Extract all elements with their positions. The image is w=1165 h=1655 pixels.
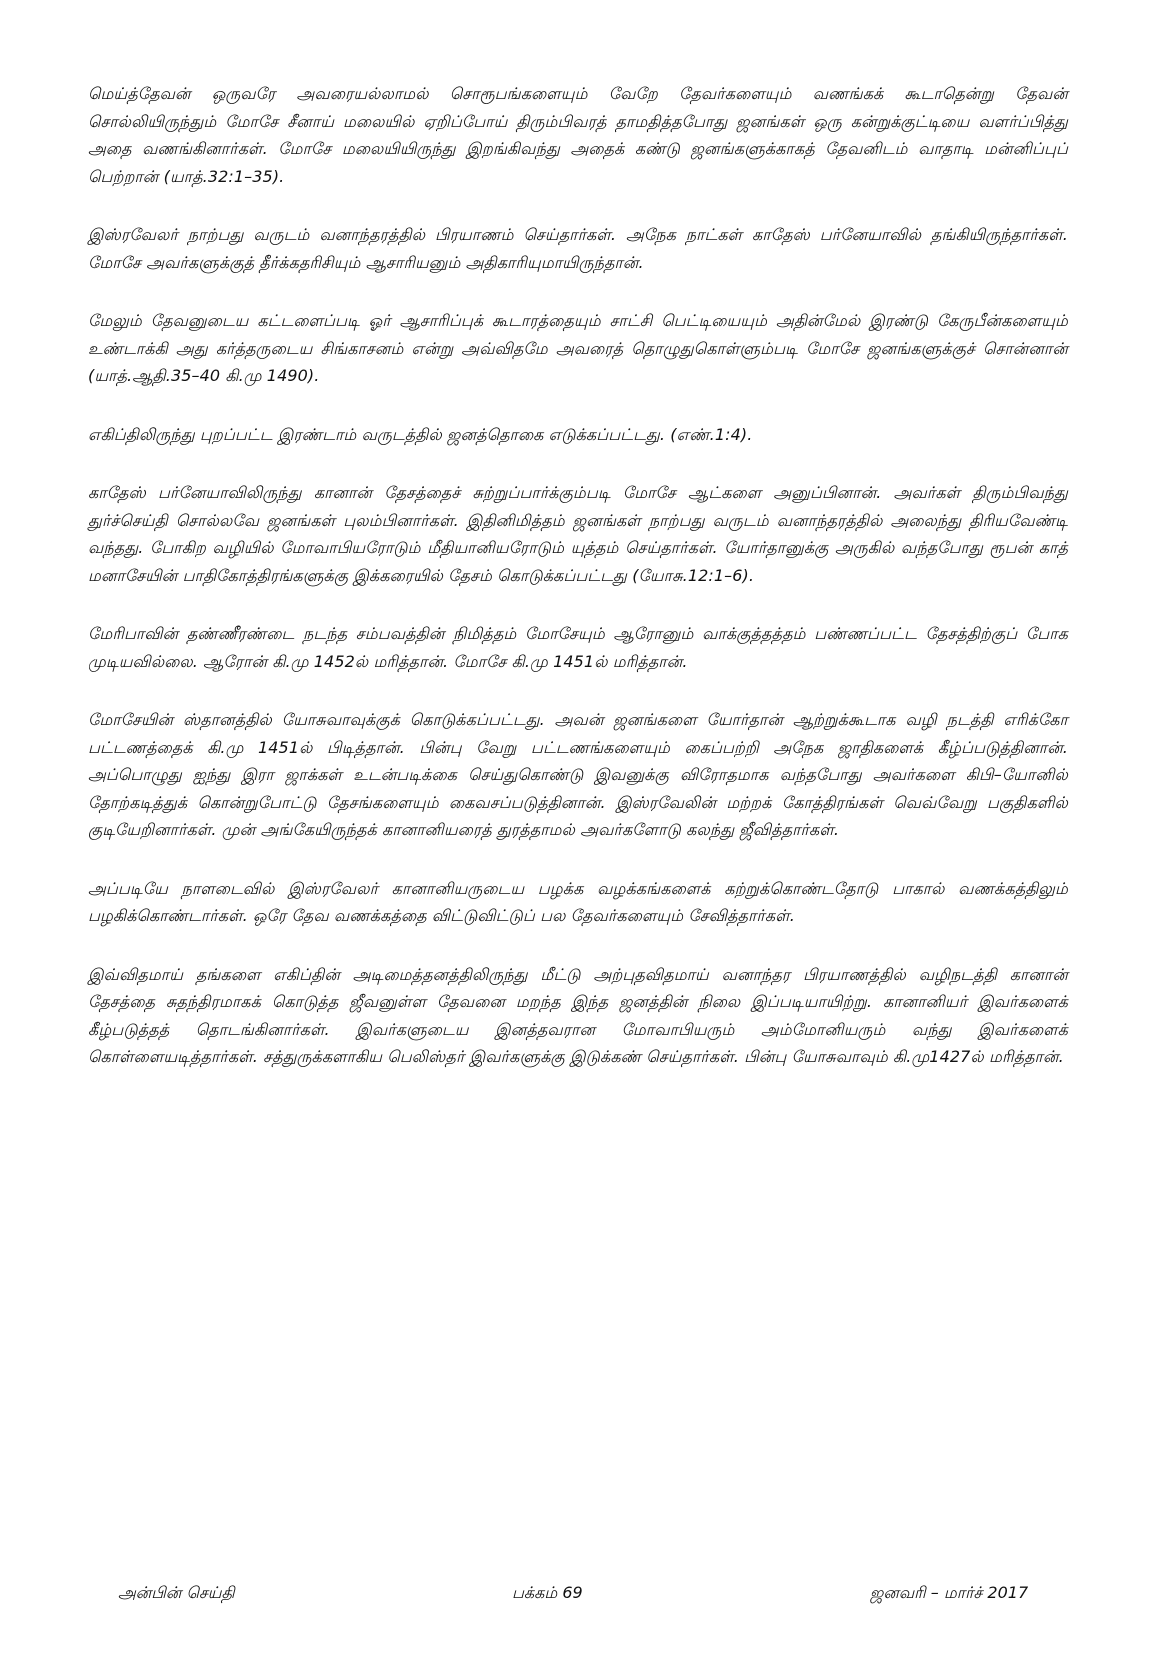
- paragraph-7: மோசேயின் ஸ்தானத்தில் யோசுவாவுக்குக் கொடுக்கப்பட்டது. அவன் ஜனங்களை யோர்தான் ஆற்றுக்கூடாக வழி நடத்தி எரிக்கோ பட்டணத்தைக் கி.மு 1451ல் பிடித்தான். பின்பு வேறு பட்டணங்களையும் கைப்பற்றி அநேக ஜாதிகளைக் கீழ்ப்படுத்தினான். அப்பொழுது ஐந்து இரா ஜாக்கள் உடன்படிக்கை செய்துகொண்டு இவனுக்கு விரோதமாக வந்தபோது அவர்களை கிபி–யோனில் தோற்கடித்துக் கொன்றுபோட்டு தேசங்களையும் கைவசப்படுத்தினான். இஸ்ரவேலின் மற்றக் கோத்திரங்கள் வெவ்வேறு பகுதிகளில் குடியேறினார்கள். முன் அங்கேயிருந்தக் கானானியரைத் துரத்தாமல் அவர்களோடு கலந்து ஜீவித்தார்கள்.: [88, 710, 1068, 839]
- paragraph-1: மெய்த்தேவன் ஒருவரே அவரையல்லாமல் சொரூபங்களையும் வேறே தேவர்களையும் வணங்கக் கூடாதென்று தேவன் சொல்லியிருந்தும் மோசே சீனாய் மலையில் ஏறிப்போய் திரும்பிவரத் தாமதித்தபோது ஜனங்கள் ஒரு கன்றுக்குட்டியை வளர்ப்பித்து அதை வணங்கினார்கள். மோசே மலையியிருந்து இறங்கிவந்து அதைக் கண்டு ஜனங்களுக்காகத் தேவனிடம் வாதாடி மன்னிப்புப் பெற்றான் (யாத்.32:1–35).: [88, 84, 1068, 186]
- paragraph-8: அப்படியே நாளடைவில் இஸ்ரவேலர் கானானியருடைய பழக்க வழக்கங்களைக் கற்றுக்கொண்டதோடு பாகால் வணக்கத்திலும் பழகிக்கொண்டார்கள். ஒரே தேவ வணக்கத்தை விட்டுவிட்டுப் பல தேவர்களையும் சேவித்தார்கள்.: [88, 878, 1068, 925]
- footer-page-number: பக்கம் 69: [512, 1583, 583, 1602]
- paragraph-6: மேரிபாவின் தண்ணீரண்டை நடந்த சம்பவத்தின் நிமித்தம் மோசேயும் ஆரோனும் வாக்குத்தத்தம் பண்ணப்பட்ட தேசத்திற்குப் போக முடியவில்லை. ஆரோன் கி.மு 1452ல் மரித்தான். மோசே கி.மு 1451ல் மரித்தான்.: [88, 624, 1068, 671]
- paragraph-9: இவ்விதமாய் தங்களை எகிப்தின் அடிமைத்தனத்திலிருந்து மீட்டு அற்புதவிதமாய் வனாந்தர பிரயாணத்தில் வழிநடத்தி கானான் தேசத்தை சுதந்திரமாகக் கொடுத்த ஜீவனுள்ள தேவனை மறந்த இந்த ஜனத்தின் நிலை இப்படியாயிற்று. கானானியர் இவர்களைக் கீழ்படுத்தத் தொடங்கினார்கள். இவர்களுடைய இனத்தவரான மோவாபியரும் அம்மோனியரும் வந்து இவர்களைக் கொள்ளையடித்தார்கள். சத்துருக்களாகிய பெலிஸ்தர் இவர்களுக்கு இடுக்கண் செய்தார்கள். பின்பு யோசுவாவும் கி.மு1427ல் மரித்தான்.: [88, 964, 1068, 1066]
- page-footer: [0, 1583, 1165, 1613]
- paragraph-3: மேலும் தேவனுடைய கட்டளைப்படி ஓர் ஆசாரிப்புக் கூடாரத்தையும் சாட்சி பெட்டியையும் அதின்மேல் இரண்டு கேருபீன்களையும் உண்டாக்கி அது கர்த்தருடைய சிங்காசனம் என்று அவ்விதமே அவரைத் தொழுதுகொள்ளும்படி மோசே ஜனங்களுக்குச் சொன்னான் (யாத்.ஆதி.35–40 கி.மு 1490).: [88, 311, 1068, 385]
- footer-issue-date: ஜனவரி – மார்ச் 2017: [870, 1583, 1029, 1602]
- footer-publication-title: அன்பின் செய்தி: [118, 1583, 235, 1602]
- paragraph-2: இஸ்ரவேலர் நாற்பது வருடம் வனாந்தரத்தில் பிரயாணம் செய்தார்கள். அநேக நாட்கள் காதேஸ் பர்னேயாவில் தங்கியிருந்தார்கள். மோசே அவர்களுக்குத் தீர்க்கதரிசியும் ஆசாரியனும் அதிகாரியுமாயிருந்தான்.: [88, 225, 1068, 272]
- paragraph-4: எகிப்திலிருந்து புறப்பட்ட இரண்டாம் வருடத்தில் ஜனத்தொகை எடுக்கப்பட்டது. (எண்.1:4).: [88, 424, 753, 444]
- paragraph-5: காதேஸ் பர்னேயாவிலிருந்து கானான் தேசத்தைச் சுற்றுப்பார்க்கும்படி மோசே ஆட்களை அனுப்பினான். அவர்கள் திரும்பிவந்து துர்ச்செய்தி சொல்லவே ஜனங்கள் புலம்பினார்கள். இதினிமித்தம் ஜனங்கள் நாற்பது வருடம் வனாந்தரத்தில் அலைந்து திரியவேண்டி வந்தது. போகிற வழியில் மோவாபியரோடும் மீதியானியரோடும் யுத்தம் செய்தார்கள். யோர்தானுக்கு அருகில் வந்தபோது ரூபன் காத் மனாசேயின் பாதிகோத்திரங்களுக்கு இக்கரையில் தேசம் கொடுக்கப்பட்டது (யோசு.12:1–6).: [88, 483, 1068, 585]
- document-body: [88, 80, 1068, 1102]
